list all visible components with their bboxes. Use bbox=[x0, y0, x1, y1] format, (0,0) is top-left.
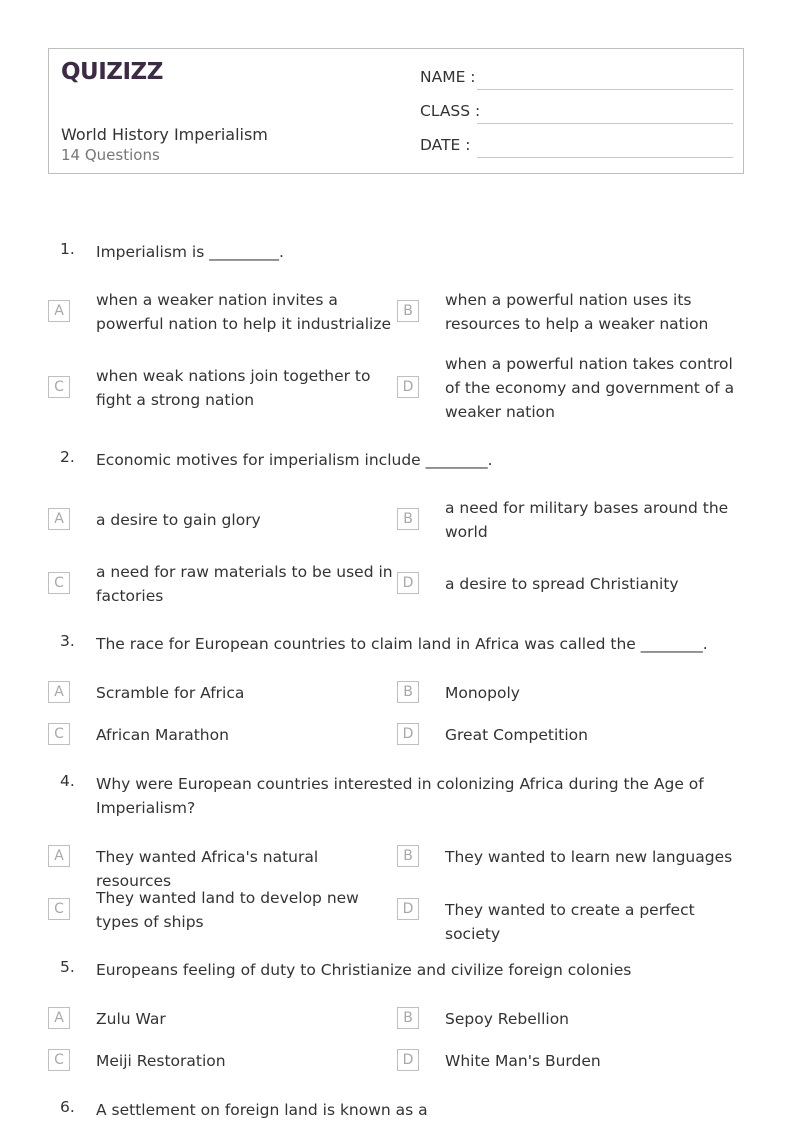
question-text: Why were European countries interested in colonizing Africa during the Age of Imperialism? bbox=[96, 775, 704, 817]
option-letter-b[interactable]: B bbox=[397, 300, 419, 322]
option-text-b: when a powerful nation uses its resources to help a weaker nation bbox=[445, 291, 709, 333]
option-letter-a[interactable]: A bbox=[48, 508, 70, 530]
question-number: 1. bbox=[60, 240, 75, 258]
worksheet-title: World History Imperialism bbox=[61, 125, 268, 144]
question-number: 5. bbox=[60, 958, 75, 976]
option-letter-d[interactable]: D bbox=[397, 1049, 419, 1071]
option-letter-c[interactable]: C bbox=[48, 898, 70, 920]
option-text-b: They wanted to learn new languages bbox=[445, 848, 733, 866]
option-letter-c[interactable]: C bbox=[48, 572, 70, 594]
option-letter-b[interactable]: B bbox=[397, 1007, 419, 1029]
question-text: Europeans feeling of duty to Christianize and civilize foreign colonies bbox=[96, 961, 632, 979]
question-number: 2. bbox=[60, 448, 75, 466]
option-text-a: when a weaker nation invites a powerful nation to help it industrialize bbox=[96, 291, 391, 333]
class-line[interactable] bbox=[477, 123, 733, 124]
option-letter-c[interactable]: C bbox=[48, 723, 70, 745]
option-text-a: Zulu War bbox=[96, 1010, 166, 1028]
option-text-c: a need for raw materials to be used in factories bbox=[96, 563, 393, 605]
option-letter-c[interactable]: C bbox=[48, 376, 70, 398]
option-text-d: White Man's Burden bbox=[445, 1052, 601, 1070]
name-label: NAME : bbox=[420, 68, 476, 86]
option-text-c: when weak nations join together to fight a strong nation bbox=[96, 367, 371, 409]
option-text-b: Sepoy Rebellion bbox=[445, 1010, 570, 1028]
option-letter-a[interactable]: A bbox=[48, 1007, 70, 1029]
question-count: 14 Questions bbox=[61, 146, 160, 164]
option-letter-a[interactable]: A bbox=[48, 845, 70, 867]
option-text-d: Great Competition bbox=[445, 726, 588, 744]
option-text-b: Monopoly bbox=[445, 684, 520, 702]
option-letter-c[interactable]: C bbox=[48, 1049, 70, 1071]
question-text: The race for European countries to claim land in Africa was called the ________. bbox=[96, 635, 708, 653]
option-text-c: African Marathon bbox=[96, 726, 229, 744]
option-letter-d[interactable]: D bbox=[397, 376, 419, 398]
class-label: CLASS : bbox=[420, 102, 481, 120]
option-text-a: They wanted Africa's natural resources bbox=[96, 848, 319, 890]
question-text: A settlement on foreign land is known as a bbox=[96, 1101, 428, 1119]
question-number: 6. bbox=[60, 1098, 75, 1116]
option-text-c: Meiji Restoration bbox=[96, 1052, 226, 1070]
question-text: Economic motives for imperialism include ________. bbox=[96, 451, 493, 469]
option-text-d: a desire to spread Christianity bbox=[445, 575, 679, 593]
option-text-c: They wanted land to develop new types of ships bbox=[96, 889, 359, 931]
option-letter-b[interactable]: B bbox=[397, 681, 419, 703]
question-number: 3. bbox=[60, 632, 75, 650]
option-text-d: when a powerful nation takes control of the economy and government of a weaker nation bbox=[445, 355, 735, 421]
quizizz-logo: QUIZIZZ bbox=[61, 59, 163, 85]
option-text-a: Scramble for Africa bbox=[96, 684, 245, 702]
option-letter-d[interactable]: D bbox=[397, 572, 419, 594]
option-letter-d[interactable]: D bbox=[397, 898, 419, 920]
option-text-d: They wanted to create a perfect society bbox=[445, 901, 695, 943]
question-text: Imperialism is _________. bbox=[96, 243, 284, 261]
option-letter-b[interactable]: B bbox=[397, 508, 419, 530]
name-line[interactable] bbox=[477, 89, 733, 90]
option-letter-a[interactable]: A bbox=[48, 300, 70, 322]
option-text-b: a need for military bases around the world bbox=[445, 499, 729, 541]
date-label: DATE : bbox=[420, 136, 471, 154]
option-text-a: a desire to gain glory bbox=[96, 511, 261, 529]
question-number: 4. bbox=[60, 772, 75, 790]
option-letter-d[interactable]: D bbox=[397, 723, 419, 745]
option-letter-a[interactable]: A bbox=[48, 681, 70, 703]
option-letter-b[interactable]: B bbox=[397, 845, 419, 867]
date-line[interactable] bbox=[477, 157, 733, 158]
worksheet-header bbox=[48, 48, 744, 174]
